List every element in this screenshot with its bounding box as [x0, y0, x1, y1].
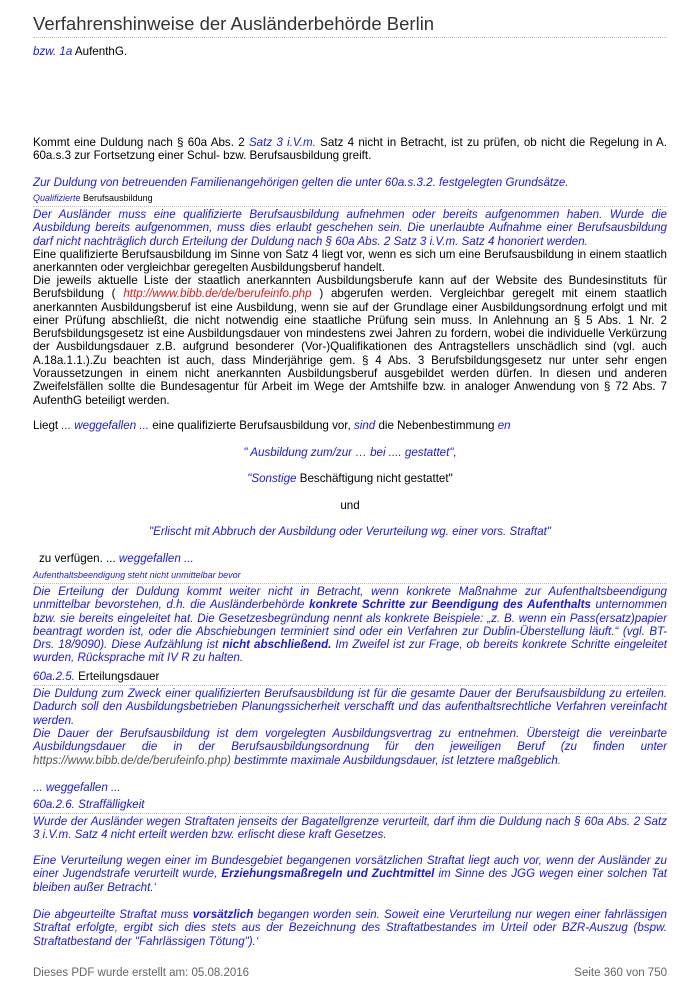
- p11-bold: vorsätzlich: [192, 908, 254, 921]
- liegt-removed-3: en: [497, 419, 511, 432]
- p1-text-a: Kommt eine Duldung nach § 60a Abs. 2: [33, 136, 249, 149]
- section-title-60a-2-5: Erteilungsdauer: [74, 670, 160, 683]
- p1-text-b: Satz 4 nicht in Betracht, ist zu prüfen, ob nicht die Regelung in A. 60a.s.3 zur Fortsetzung einer Schul- bzw. Berufsausbildung greift.: [33, 136, 668, 163]
- paragraph-liegt: [33, 419, 667, 432]
- p6-text-a: Die Erteilung der Duldung kommt weiter nicht in Betracht, wenn konkrete Maßnahme zur Aufenthaltsbeendigung unmittelbar bevorstehen, d.h. die Ausländerbehörde: [33, 585, 667, 612]
- qualified-label-text: Berufsausbildung: [80, 193, 153, 203]
- condition-sonstige-link[interactable]: "Sonstige: [247, 472, 297, 485]
- section-heading-60a-2-6[interactable]: 60a.2.6. Straffälligkeit: [33, 798, 145, 811]
- liegt-removed-1: ... weggefallen ...: [61, 419, 153, 432]
- section-label-qualified: [33, 193, 667, 204]
- p8-text-c: .: [557, 753, 562, 767]
- p11-text-b: begangen worden sein. Soweit eine Verurteilung nur wegen einer fahrlässigen Straftat erfolgte, ergibt sich dies stets aus der Bezeichnung des Straftatbestandes im Urteil oder BZR-Auszug (bspw. Straftatbestand der "Fahrlässigen Tötung").‘: [33, 908, 667, 948]
- p6-text-c: Im Zweifel ist zur Frage, ob bereits konkrete Schritte eingeleitet wurden, Rücksprache mit IV R zu halten.: [33, 638, 667, 665]
- p6-bold-2: nicht abschließend.: [222, 638, 332, 652]
- liegt-text-a: Liegt: [33, 419, 62, 432]
- condition-ausbildung: " Ausbildung zum/zur … bei .... gestattet",: [243, 446, 457, 459]
- bibb-link[interactable]: http://www.bibb.de/de/berufeinfo.php: [123, 287, 312, 301]
- top-reference-text: AufenthG.: [72, 45, 128, 58]
- p8-text-a: Die Dauer der Berufsausbildung ist dem vorgelegten Ausbildungsvertrag zu entnehmen. Übersteigt die vereinbarte Ausbildungsdauer die in der Berufsausbildungsordnung für den jeweiligen Beruf (zu finden unter: [33, 727, 667, 754]
- p10-text-a: Eine Verurteilung wegen einer im Bundesgebiet begangenen vorsätzlichen Straftat liegt auch vor, wenn der Ausländer zu einer Jugendstrafe verurteilt wurde,: [33, 854, 667, 881]
- header-divider: [33, 37, 667, 38]
- p10-text-b: im Sinne des JGG wegen einer solchen Tat bleiben außer Betracht.‘: [33, 867, 667, 894]
- paragraph-verfuegen: [39, 552, 673, 565]
- p11-text-a: Die abgeurteilte Straftat muss: [33, 908, 193, 921]
- p5-text-b: ) abgerufen werden. Vergleichbar geregelt mit einem staatlich anerkannten Ausbildungsberuf ist eine Ausbildung, wenn sie auf der Grundlage einer Ausbildungsordnung erfolgt und mit einer Prüfung abschließt, die nicht notwendig eine staatliche Prüfung sein muss. In Anlehnung an § 5 Abs. 1 Nr. 2 Berufsbildungsgesetz ist eine Ausbildungsdauer von mindestens zwei Jahren zu fordern, wobei die individuelle Verkürzung der Ausbildungsdauer z.B. aufgrund besonderer (Vor-)Qualifikationen des Antragstellers unschädlich sind (vgl. auch A.18a.1.1.).Zu beachten ist auch, dass Minderjährige gem. § 4 Abs. 3 Berufsbildungsgesetz nur unter sehr engen Voraussetzungen in einem nicht anerkannten Ausbildungsberuf ausgebildet werden dürfen. In diesen und anderen Zweifelsfällen sollte die Bundesagentur für Arbeit im Wege der Amtshilfe bzw. in analoger Anwendung von § 72 Abs. 7 AufenthG beteiligt werden.: [33, 287, 668, 407]
- p5-text-a: Die jeweils aktuelle Liste der staatlich anerkannten Ausbildungsberufe kann auf der Website des Bundesinstituts für Berufsbildung (: [33, 274, 667, 301]
- paragraph-erteilungsdauer: Die Duldung zum Zweck einer qualifizierten Berufsausbildung ist für die gesamte Dauer der Berufsausbildung zu erteilen. Dadurch soll den Ausbildungsbetrieben Planungssicherheit verschafft und das aufenthaltsrechtliche Verfahren vereinfacht werden.: [33, 687, 667, 727]
- law-reference-link[interactable]: bzw. 1a: [33, 45, 73, 58]
- top-reference: [33, 45, 667, 58]
- paragraph-straffaelligkeit: Wurde der Ausländer wegen Straftaten jenseits der Bagatellgrenze verurteilt, darf ihm die Duldung nach § 60a Abs. 2 Satz 3 i.V.m. Satz 4 nicht erteilt werden bzw. erlischt diese kraft Gesetzes.: [33, 815, 667, 842]
- section-label-aufenthaltsbeendigung[interactable]: Aufenthaltsbeendigung steht nicht unmittelbar bevor: [33, 570, 241, 580]
- footer-created-date: Dieses PDF wurde erstellt am: 05.08.2016: [33, 967, 250, 979]
- paragraph-aufenthaltsbeendigung: [33, 583, 667, 665]
- p8-text-b: bestimmte maximale Ausbildungsdauer, ist letztere maßgeblich: [230, 753, 558, 767]
- qualified-label-link[interactable]: Qualifizierte: [33, 193, 81, 203]
- paragraph-vorsaetzlich: [33, 908, 667, 948]
- bibb-link-2[interactable]: https://www.bibb.de/de/berufeinfo.php): [33, 753, 231, 767]
- section-heading-60a-2-5: [33, 670, 667, 683]
- verfuegen-removed: weggefallen ...: [118, 552, 194, 565]
- footer-page-number: Seite 360 von 750: [574, 967, 667, 979]
- p6-text-b: unternommen bzw. sie bereits eingeleitet hat. Die Gesetzesbegründung nennt als konkrete Beispiele: „z. B. wenn ein Pass(ersatz)papier beantragt worden ist, oder die Abschiebungen terminiert sind oder ein Verfahren zur Dublin-Überstellung läuft.“ (vgl. BT-Drs. 18/9090). Diese Aufzählung ist: [33, 598, 667, 652]
- p10-bold: Erziehungsmaßregeln und Zuchtmittel: [221, 867, 435, 881]
- liegt-text-c: die Nebenbestimmung: [375, 419, 498, 432]
- condition-erlischt: "Erlischt mit Abbruch der Ausbildung oder Verurteilung wg. einer vors. Straftat": [149, 525, 551, 538]
- p1-link[interactable]: Satz 3 i.V.m.: [248, 136, 316, 149]
- condition-und: und: [340, 499, 360, 512]
- removed-marker: ... weggefallen ...: [33, 781, 121, 794]
- page-title: Verfahrenshinweise der Ausländerbehörde Berlin: [33, 13, 435, 34]
- paragraph-qualified-definition: Eine qualifizierte Berufsausbildung im Sinne von Satz 4 liegt vor, wenn es sich um eine Berufsausbildung in einem staatlich anerkannten oder vergleichbar geregelten Ausbildungsberuf handelt.: [33, 248, 667, 275]
- paragraph-family-note: Zur Duldung von betreuenden Familienangehörigen gelten die unter 60a.s.3.2. festgelegten Grundsätze.: [33, 176, 569, 189]
- paragraph-ausbildungsdauer: [33, 727, 667, 767]
- section-number-60a-2-5[interactable]: 60a.2.5.: [33, 670, 75, 683]
- verfuegen-text: zu verfügen. ...: [39, 552, 119, 565]
- paragraph-jugendstrafe: [33, 854, 667, 894]
- liegt-text-b: eine qualifizierte Berufsausbildung vor,: [152, 419, 354, 432]
- p6-bold-1: konkrete Schritte zur Beendigung des Aufenthalts: [309, 598, 591, 612]
- condition-sonstige: [33, 472, 667, 485]
- paragraph-duldung-check: [33, 136, 667, 163]
- paragraph-bibb-list: [33, 274, 667, 407]
- condition-sonstige-text: Beschäftigung nicht gestattet": [296, 472, 453, 485]
- liegt-removed-2: sind: [353, 419, 376, 432]
- paragraph-qualified-requirement: Der Ausländer muss eine qualifizierte Berufsausbildung aufnehmen oder bereits aufgenommen haben. Wurde die Ausbildung bereits aufgenommen, muss dies erlaubt geschehen sein. Die unerlaubte Aufnahme einer Berufsausbildung darf nicht nachträglich durch Erteilung der Duldung nach § 60a Abs. 2 Satz 3 i.V.m. Satz 4 honoriert werden.: [33, 208, 667, 248]
